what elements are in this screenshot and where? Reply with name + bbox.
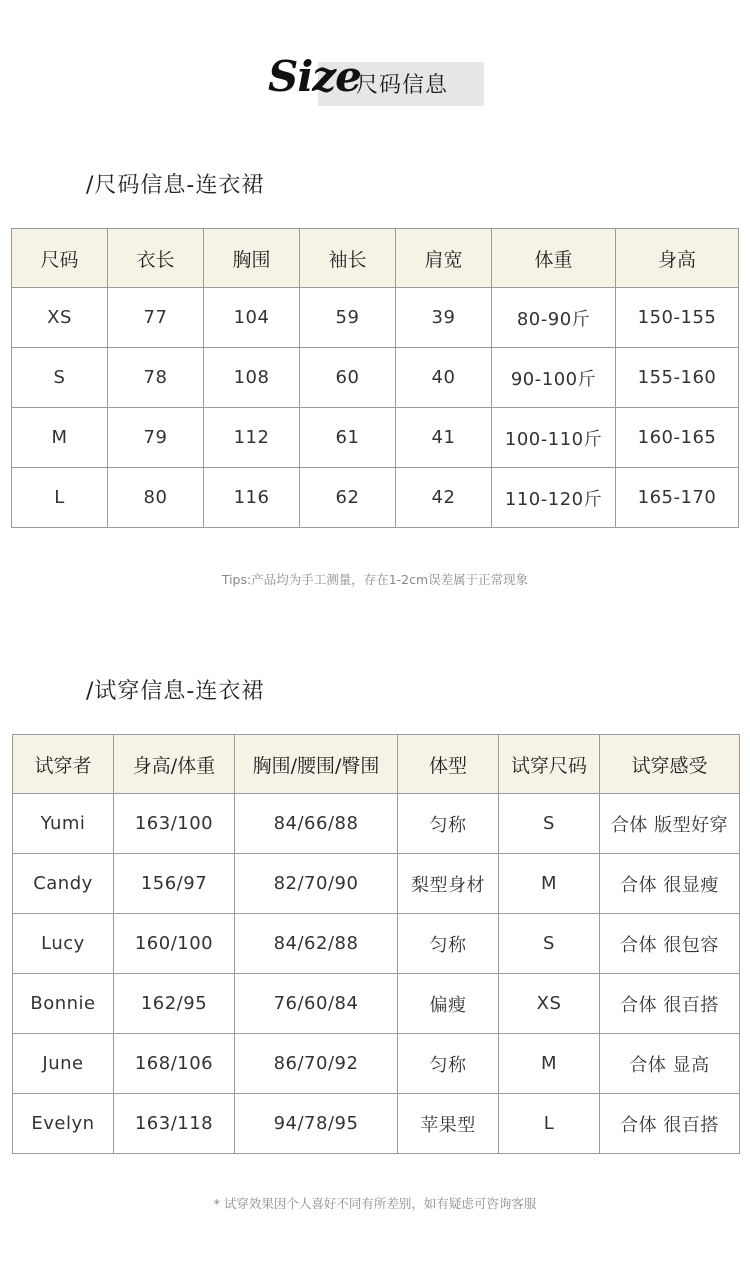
table-cell: 偏瘦 <box>398 974 499 1034</box>
sleeve-col-header: 袖长 <box>300 229 396 288</box>
table-cell: 168/106 <box>114 1034 235 1094</box>
table-cell: 155-160 <box>616 348 739 408</box>
measurements-col-header: 胸围/腰围/臀围 <box>235 735 398 794</box>
table-cell: 合体 版型好穿 <box>600 794 740 854</box>
table-cell: 84/62/88 <box>235 914 398 974</box>
bust-col-header: 胸围 <box>204 229 300 288</box>
table-cell: S <box>499 794 600 854</box>
tryon-disclaimer: * 试穿效果因个人喜好不同有所差别，如有疑虑可咨询客服 <box>213 1196 537 1211</box>
table-cell: 匀称 <box>398 914 499 974</box>
table-cell: 112 <box>204 408 300 468</box>
table-cell: L <box>12 468 108 528</box>
weight-col-header: 体重 <box>492 229 616 288</box>
table-row <box>13 974 740 1034</box>
table-cell: 79 <box>108 408 204 468</box>
table-row <box>12 348 739 408</box>
table-cell: 合体 很百搭 <box>600 974 740 1034</box>
table-cell: 80-90斤 <box>492 288 616 348</box>
table-cell: 86/70/92 <box>235 1034 398 1094</box>
table-cell: 160-165 <box>616 408 739 468</box>
table-cell: 匀称 <box>398 794 499 854</box>
shoulder-col-header: 肩宽 <box>396 229 492 288</box>
table-cell: 合体 很包容 <box>600 914 740 974</box>
table-cell: 匀称 <box>398 1034 499 1094</box>
header-title-en: Size <box>268 52 361 101</box>
table-cell: Lucy <box>13 914 114 974</box>
feedback-col-header: 试穿感受 <box>600 735 740 794</box>
table-cell: 78 <box>108 348 204 408</box>
table-row <box>13 1034 740 1094</box>
table-cell: 116 <box>204 468 300 528</box>
table-cell: 162/95 <box>114 974 235 1034</box>
table-cell: S <box>12 348 108 408</box>
table-cell: 160/100 <box>114 914 235 974</box>
table-row <box>12 468 739 528</box>
table-cell: 165-170 <box>616 468 739 528</box>
size-section-title: /尺码信息-连衣裙 <box>86 173 265 198</box>
table-row <box>13 794 740 854</box>
tryon-size-col-header: 试穿尺码 <box>499 735 600 794</box>
table-cell: XS <box>12 288 108 348</box>
table-cell: 108 <box>204 348 300 408</box>
table-cell: 59 <box>300 288 396 348</box>
table-cell: 90-100斤 <box>492 348 616 408</box>
measurement-tip: Tips:产品均为手工测量，存在1-2cm误差属于正常现象 <box>221 572 529 587</box>
table-cell: Bonnie <box>13 974 114 1034</box>
table-cell: 合体 很百搭 <box>600 1094 740 1154</box>
height-weight-col-header: 身高/体重 <box>114 735 235 794</box>
table-cell: M <box>499 1034 600 1094</box>
table-cell: 苹果型 <box>398 1094 499 1154</box>
table-cell: Yumi <box>13 794 114 854</box>
table-cell: 合体 显高 <box>600 1034 740 1094</box>
table-cell: 39 <box>396 288 492 348</box>
table-cell: 合体 很显瘦 <box>600 854 740 914</box>
table-row <box>12 408 739 468</box>
table-cell: 80 <box>108 468 204 528</box>
table-cell: 163/100 <box>114 794 235 854</box>
table-cell: XS <box>499 974 600 1034</box>
table-cell: 150-155 <box>616 288 739 348</box>
table-cell: 62 <box>300 468 396 528</box>
table-cell: 156/97 <box>114 854 235 914</box>
table-cell: 104 <box>204 288 300 348</box>
table-cell: 41 <box>396 408 492 468</box>
table-cell: 100-110斤 <box>492 408 616 468</box>
table-row <box>13 854 740 914</box>
table-cell: 94/78/95 <box>235 1094 398 1154</box>
tryon-table <box>12 734 740 1154</box>
table-cell: 76/60/84 <box>235 974 398 1034</box>
table-cell: Evelyn <box>13 1094 114 1154</box>
table-cell: 84/66/88 <box>235 794 398 854</box>
table-row <box>12 288 739 348</box>
table-cell: 77 <box>108 288 204 348</box>
table-cell: S <box>499 914 600 974</box>
table-row <box>13 1094 740 1154</box>
table-cell: 梨型身材 <box>398 854 499 914</box>
table-cell: 40 <box>396 348 492 408</box>
tryon-section-title: /试穿信息-连衣裙 <box>86 679 265 704</box>
body-type-col-header: 体型 <box>398 735 499 794</box>
table-cell: M <box>499 854 600 914</box>
table-cell: M <box>12 408 108 468</box>
tryon-table-header-row <box>13 735 740 794</box>
table-cell: 110-120斤 <box>492 468 616 528</box>
length-col-header: 衣长 <box>108 229 204 288</box>
height-col-header: 身高 <box>616 229 739 288</box>
table-cell: 61 <box>300 408 396 468</box>
table-cell: L <box>499 1094 600 1154</box>
tester-col-header: 试穿者 <box>13 735 114 794</box>
size-col-header: 尺码 <box>12 229 108 288</box>
size-table <box>11 228 739 528</box>
table-cell: 60 <box>300 348 396 408</box>
table-row <box>13 914 740 974</box>
header-title-cn: 尺码信息 <box>356 73 449 98</box>
table-cell: 82/70/90 <box>235 854 398 914</box>
table-cell: 42 <box>396 468 492 528</box>
size-table-header-row <box>12 229 739 288</box>
table-cell: Candy <box>13 854 114 914</box>
table-cell: June <box>13 1034 114 1094</box>
page-header <box>264 52 504 106</box>
table-cell: 163/118 <box>114 1094 235 1154</box>
